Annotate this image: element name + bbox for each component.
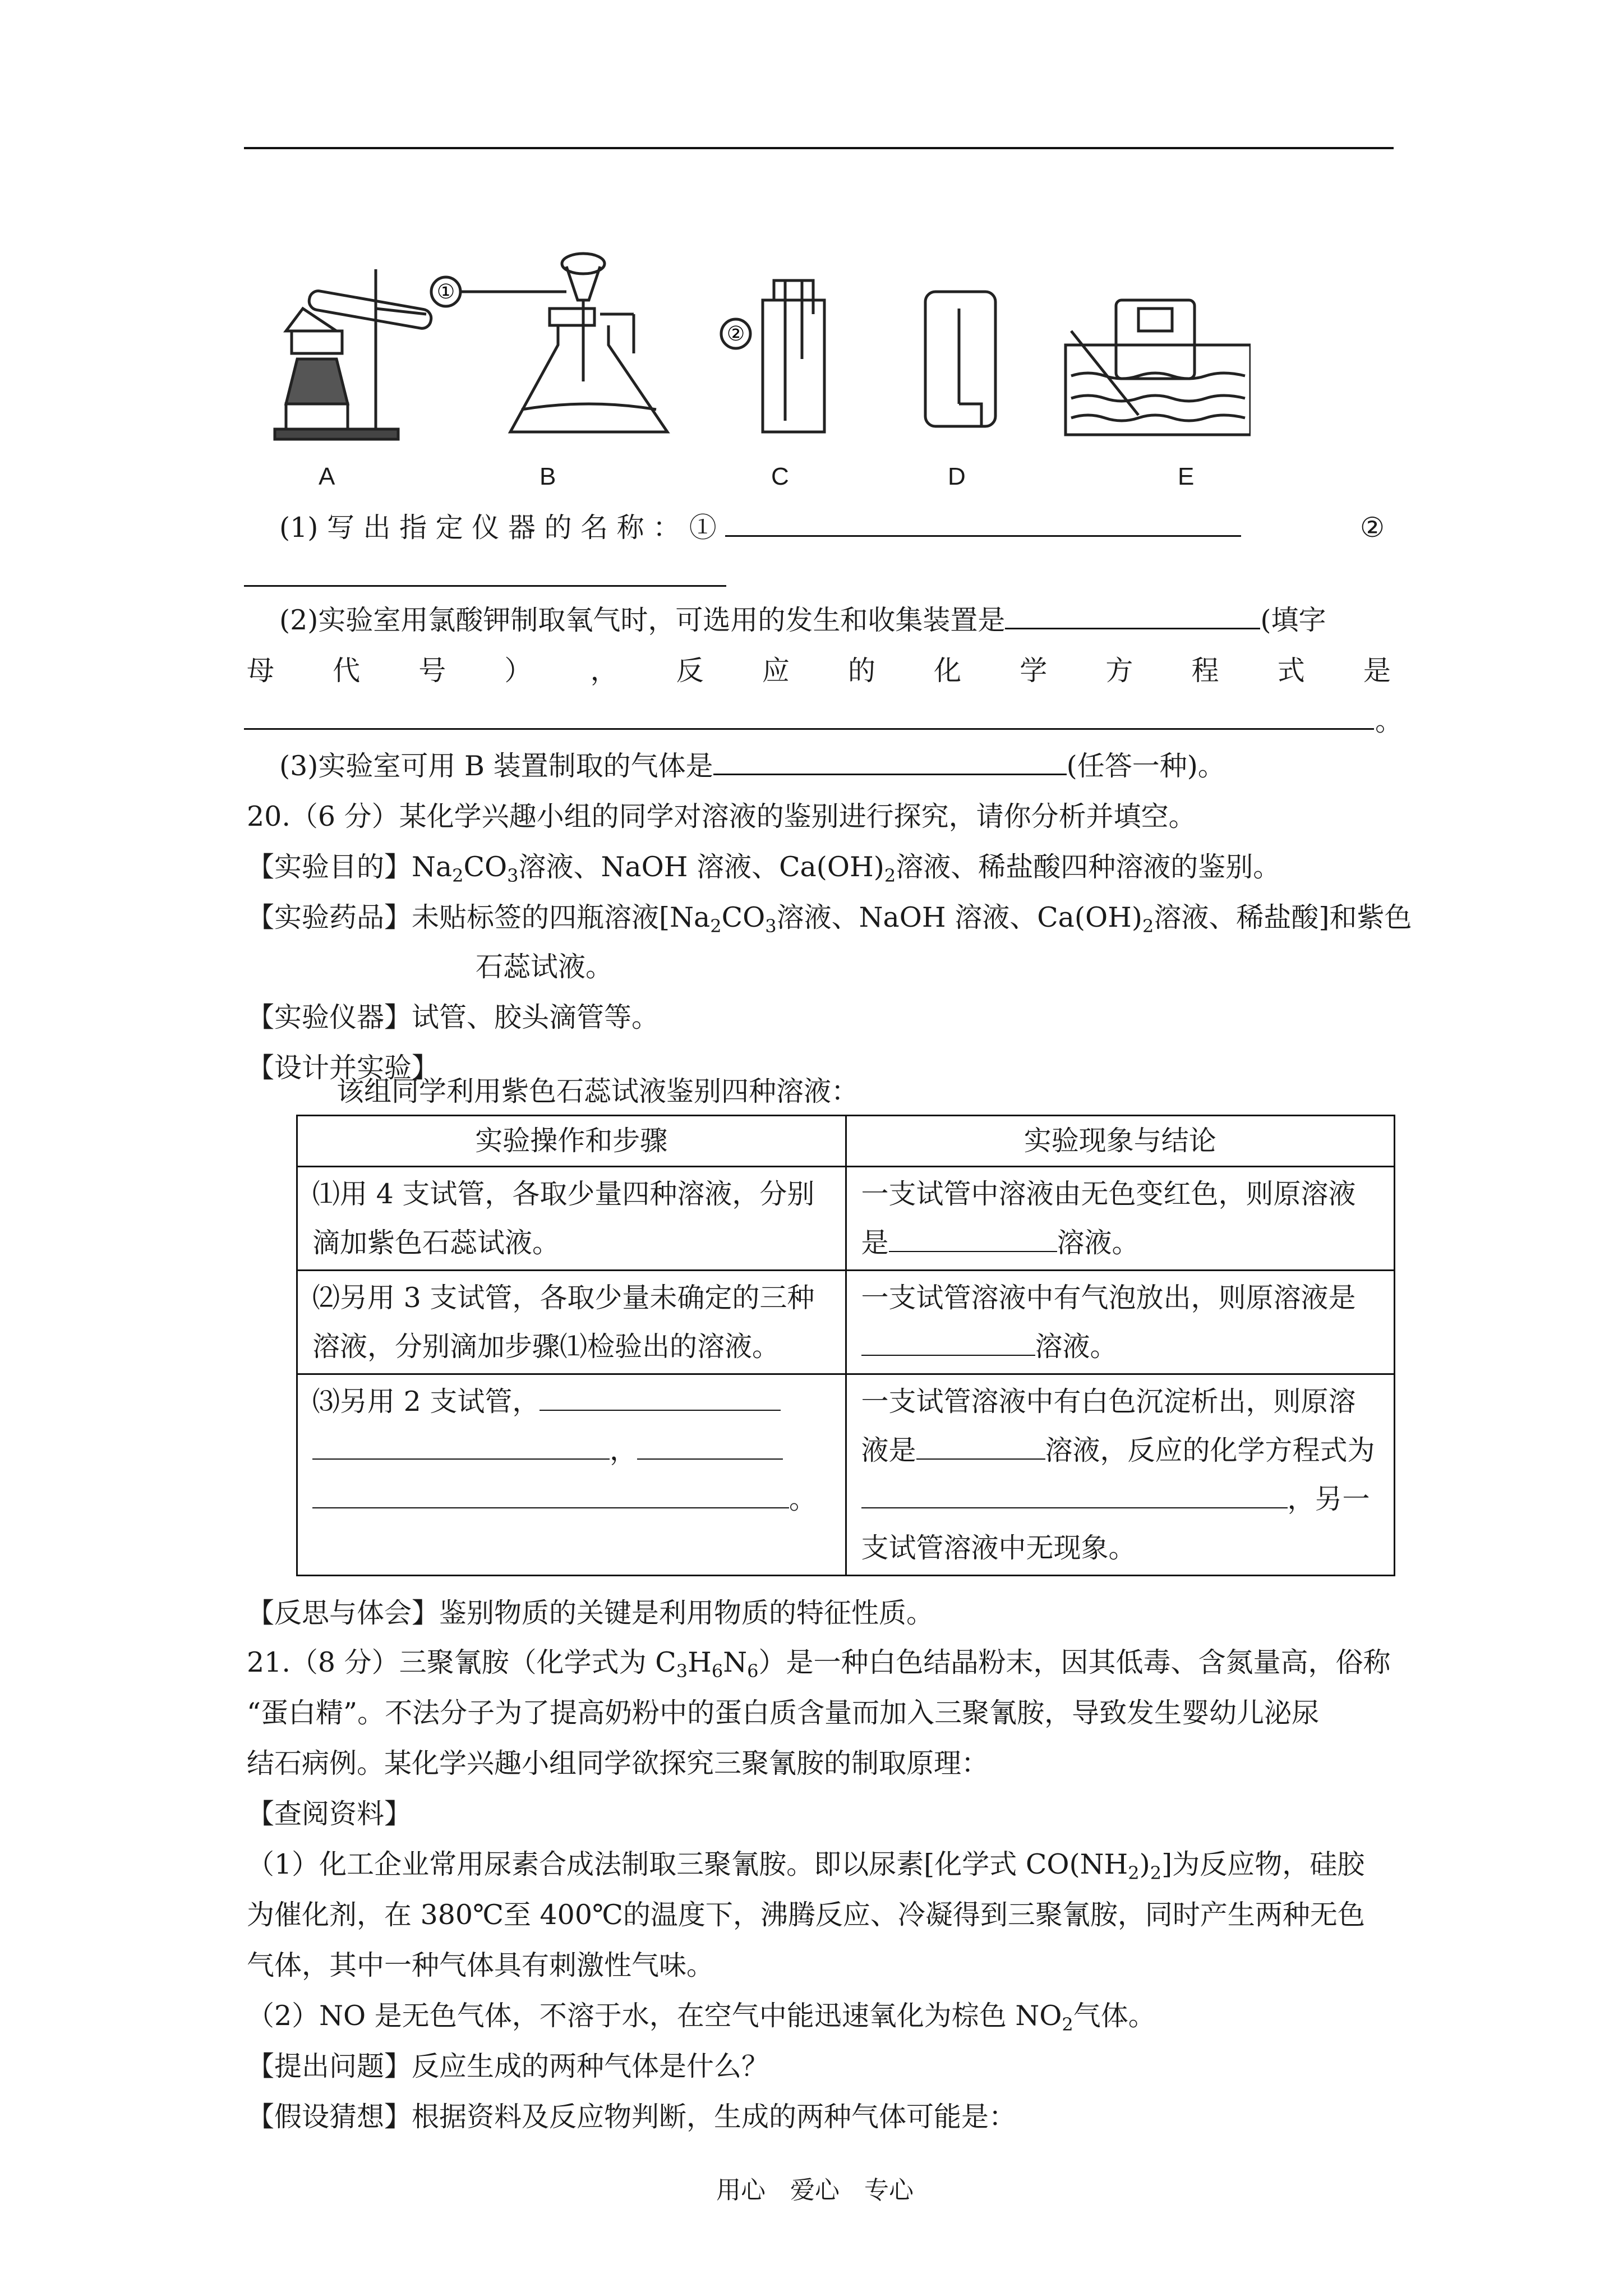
q21-data-tag: 【查阅资料】 xyxy=(247,1798,412,1830)
q21-line3: 结石病例。某化学兴趣小组同学欲探究三聚氰胺的制取原理： xyxy=(247,1747,989,1779)
q19-part1: (1) 写 出 指 定 仪 器 的 名 称 ： ① xyxy=(279,502,1241,554)
q20-reflection: 【反思与体会】鉴别物质的关键是利用物质的特征性质。 xyxy=(247,1597,934,1629)
apparatus-e-water-trough xyxy=(1066,300,1251,435)
apparatus-figure xyxy=(264,247,1251,449)
q21-question: 【提出问题】反应生成的两种气体是什么？ xyxy=(247,2050,769,2082)
table-row xyxy=(297,1167,1395,1271)
q19-part2-end: 。 xyxy=(1375,705,1403,737)
callout-1: ① xyxy=(436,280,455,303)
blank-row2-solution[interactable] xyxy=(861,1330,1035,1356)
blank-gas[interactable] xyxy=(713,749,1067,775)
q21-data2: （2）NO 是无色气体，不溶于水，在空气中能迅速氧化为棕色 $NO_2$气体。 xyxy=(247,2000,1156,2035)
blank-instrument-1[interactable] xyxy=(725,510,1241,537)
q20-drugs: 【实验药品】未贴标签的四瓶溶液[$Na_2CO_3$溶液、NaOH 溶液、$Ca(OH)_2$溶液、稀盐酸]和紫色 xyxy=(247,901,1412,937)
apparatus-c-gas-bottle xyxy=(763,280,824,432)
q21-line2: “蛋白精”。不法分子为了提高奶粉中的蛋白质含量而加入三聚氰胺，导致发生婴幼儿泌尿 xyxy=(247,1697,1320,1729)
blank-row3-step-d[interactable] xyxy=(312,1483,789,1508)
q20-instruments: 【实验仪器】试管、胶头滴管等。 xyxy=(247,1001,660,1033)
table-header-row xyxy=(297,1116,1395,1167)
experiment-table xyxy=(296,1115,1395,1576)
blank-row1-solution[interactable] xyxy=(889,1226,1057,1252)
label-d: D xyxy=(948,463,966,490)
q21-data1-line3: 气体，其中一种气体具有刺激性气味。 xyxy=(247,1949,714,1981)
blank-row3-step-b[interactable] xyxy=(312,1434,610,1460)
q20-title: 20.（6 分）某化学兴趣小组的同学对溶液的鉴别进行探究，请你分析并填空。 xyxy=(247,800,1196,832)
apparatus-b-flask xyxy=(510,254,667,432)
callout-2: ② xyxy=(726,323,745,346)
col-header-result: 实验现象与结论 xyxy=(846,1116,1395,1167)
q19-part3: (3)实验室可用 B 装置制取的气体是 (任答一种)。 xyxy=(279,750,1225,782)
blank-equation[interactable] xyxy=(244,728,1374,730)
blank-device-letters[interactable] xyxy=(1005,603,1260,629)
q19-part2-line1: (2)实验室用氯酸钾制取氧气时，可选用的发生和收集装置是 (填字 xyxy=(279,604,1326,636)
table-row xyxy=(297,1374,1395,1576)
apparatus-a-heating-tube xyxy=(275,269,432,439)
label-b: B xyxy=(540,463,556,490)
q20-design-tag: 【设计并实验】 xyxy=(247,1052,440,1084)
row1-result: 一支试管中溶液由无色变红色，则原溶液 是 溶液。 xyxy=(846,1167,1395,1271)
table-row xyxy=(297,1271,1395,1374)
blank-instrument-2[interactable] xyxy=(244,585,726,587)
row1-steps: ⑴用 4 支试管，各取少量四种溶液，分别 滴加紫色石蕊试液。 xyxy=(297,1167,846,1271)
col-header-steps: 实验操作和步骤 xyxy=(297,1116,846,1167)
q20-drugs-line2: 石蕊试液。 xyxy=(476,951,614,983)
header-rule xyxy=(244,147,1394,149)
q20-intro: 该组同学利用紫色石蕊试液鉴别四种溶液： xyxy=(336,1075,859,1107)
row2-result: 一支试管溶液中有气泡放出，则原溶液是 溶液。 xyxy=(846,1271,1395,1374)
label-c: C xyxy=(771,463,789,490)
q21-data1-line2: 为催化剂，在 380℃至 400℃的温度下，沸腾反应、冷凝得到三聚氰胺，同时产生两种无色 xyxy=(247,1899,1365,1931)
row3-result: 一支试管溶液中有白色沉淀析出，则原溶 液是 溶液，反应的化学方程式为 ，另一 支试管溶液中无现象。 xyxy=(846,1374,1395,1576)
q19-part2-line2: 母 代 号 ） ， 反 应 的 化 学 方 程 式 是 xyxy=(247,655,1391,687)
q21-hypothesis: 【假设猜想】根据资料及反应物判断，生成的两种气体可能是： xyxy=(247,2101,1017,2133)
row2-steps: ⑵另用 3 支试管，各取少量未确定的三种 溶液，分别滴加步骤⑴检验出的溶液。 xyxy=(297,1271,846,1374)
row3-steps: ⑶另用 2 支试管， ， 。 xyxy=(297,1374,846,1576)
blank-row3-solution[interactable] xyxy=(916,1434,1045,1460)
blank-row3-step-c[interactable] xyxy=(637,1434,783,1460)
label-a: A xyxy=(319,463,335,490)
q19-circle-2: ② xyxy=(1360,512,1385,544)
q21-line1: 21.（8 分）三聚氰胺（化学式为 $C_3H_6N_6$）是一种白色结晶粉末，因其低毒、含氮量高，俗称 xyxy=(247,1646,1391,1682)
q21-data1-line1: （1）化工企业常用尿素合成法制取三聚氰胺。即以尿素[化学式 $CO(NH_2)_2$]为反应物，硅胶 xyxy=(247,1848,1365,1884)
label-e: E xyxy=(1178,463,1195,490)
page-footer: 用心 爱心 专心 xyxy=(716,2176,914,2205)
apparatus-d-inverted-bottle xyxy=(925,292,995,426)
q20-purpose: 【实验目的】$Na_2CO_3$溶液、NaOH 溶液、$Ca(OH)_2$溶液、稀盐酸四种溶液的鉴别。 xyxy=(247,851,1281,886)
blank-row3-equation[interactable] xyxy=(861,1483,1288,1508)
blank-row3-step-a[interactable] xyxy=(540,1385,781,1411)
